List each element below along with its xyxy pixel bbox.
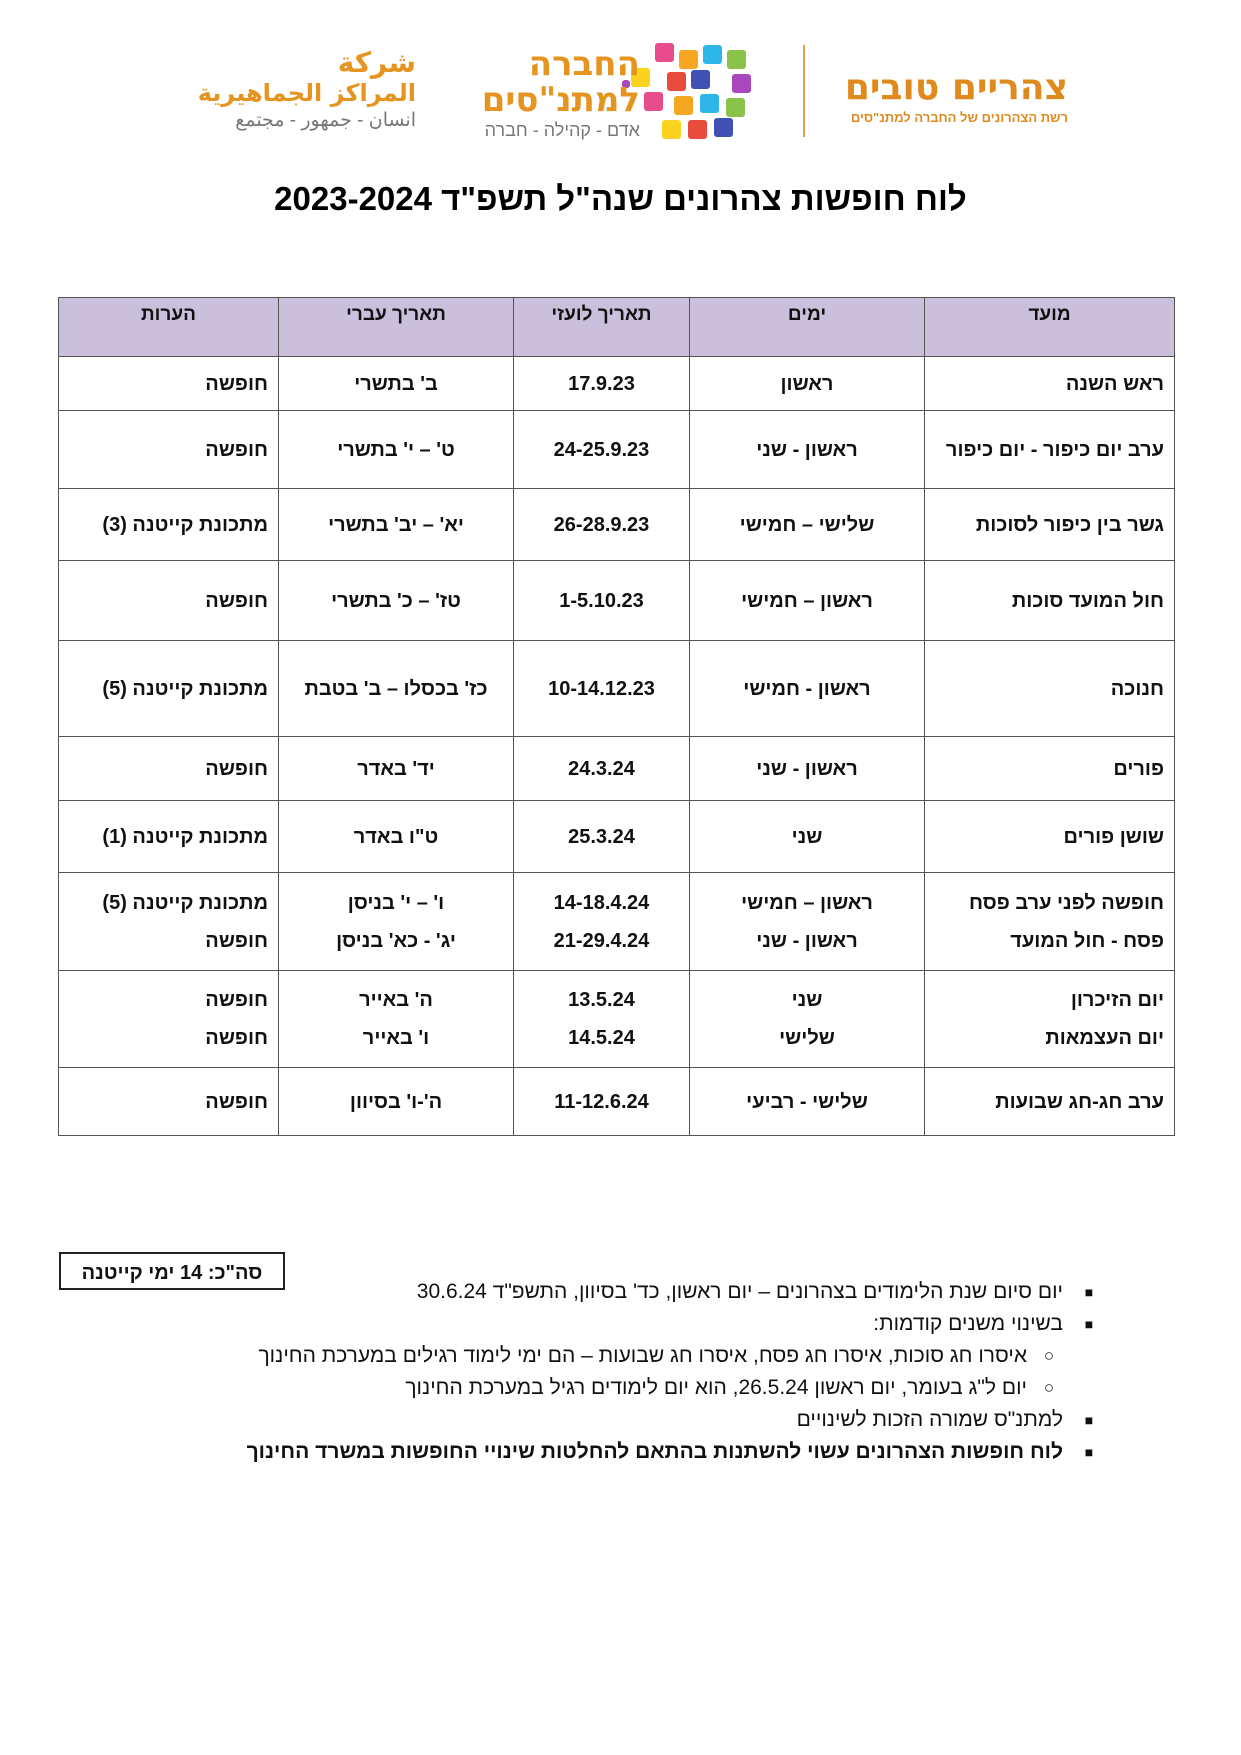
- cell-notes: [59, 1068, 279, 1136]
- vacation-table: [58, 297, 1175, 1136]
- mosaic-square: [703, 45, 722, 64]
- cell-line: מתכונת קייטנה (5): [102, 677, 268, 700]
- cell-greg: [514, 873, 690, 971]
- cell-moed: [925, 561, 1175, 641]
- note-item: [121, 1404, 1101, 1436]
- cell-moed: [925, 1068, 1175, 1136]
- cell-line: ראשון - שני: [756, 438, 858, 461]
- cell-days: [690, 801, 925, 873]
- cell-notes: [59, 737, 279, 801]
- matnasim-logo-tagline: אדם - קהילה - חברה: [484, 120, 640, 140]
- cell-line: ראשון – חמישי: [741, 589, 873, 612]
- cell-greg: [514, 489, 690, 561]
- square-bullet-icon: ■: [1084, 1412, 1094, 1428]
- cell-line: יום הזיכרון: [1070, 989, 1164, 1011]
- cell-line: ערב יום כיפור - יום כיפור: [945, 438, 1164, 461]
- cell-notes: [59, 357, 279, 411]
- tzaharaim-tovim-logo: [828, 68, 1068, 125]
- page-title: לוח חופשות צהרונים שנה"ל תשפ"ד 2023-2024: [274, 180, 967, 217]
- mosaic-square: [700, 94, 719, 113]
- mosaic-square: [655, 43, 674, 62]
- table-row: [59, 411, 1175, 489]
- mosaic-square: [691, 70, 710, 89]
- cell-line: גשר בין כיפור לסוכות: [975, 513, 1164, 536]
- table-row: [59, 737, 1175, 801]
- cell-notes: [59, 801, 279, 873]
- cell-line: פסח - חול המועד: [1010, 929, 1164, 952]
- cell-line: ראשון - חמישי: [743, 677, 871, 700]
- mosaic-square: [667, 72, 686, 91]
- cell-moed: [925, 357, 1175, 411]
- mosaic-square: [732, 74, 751, 93]
- note-text: יום ל"ג בעומר, יום ראשון 26.5.24, הוא יום לימודים רגיל במערכת החינוך: [405, 1376, 1027, 1399]
- cell-heb: [279, 737, 514, 801]
- header-moed: מועד: [925, 298, 1175, 357]
- cell-line: 14.5.24: [568, 1027, 635, 1049]
- note-item: [121, 1276, 1101, 1308]
- arabic-logo-line2: المراكز الجماهيرية: [197, 79, 416, 107]
- cell-greg: [514, 971, 690, 1068]
- cell-greg: [514, 641, 690, 737]
- cell-moed: [925, 411, 1175, 489]
- square-bullet-icon: ■: [1084, 1284, 1094, 1300]
- note-text: למתנ"ס שמורה הזכות לשינויים: [796, 1408, 1063, 1431]
- table-row: [59, 801, 1175, 873]
- cell-line: ה' באייר: [359, 989, 433, 1011]
- table-body: [59, 357, 1175, 1136]
- cell-greg: [514, 801, 690, 873]
- cell-line: טז' – כ' בתשרי: [331, 589, 461, 612]
- cell-heb: [279, 873, 514, 971]
- table-row: [59, 1068, 1175, 1136]
- cell-line: מתכונת קייטנה (1): [102, 825, 268, 848]
- cell-days: [690, 561, 925, 641]
- square-bullet-icon: ■: [1084, 1444, 1094, 1460]
- table-row: [59, 357, 1175, 411]
- cell-line: מתכונת קייטנה (5): [102, 891, 268, 914]
- matnasim-logo: [420, 46, 640, 141]
- cell-line: שני: [791, 989, 823, 1011]
- cell-line: 14-18.4.24: [553, 891, 650, 914]
- matnasim-logo-line2: למתנ"סים: [481, 80, 640, 120]
- arabic-logo: [196, 48, 416, 134]
- table-row: [59, 489, 1175, 561]
- cell-greg: [514, 1068, 690, 1136]
- cell-days: [690, 971, 925, 1068]
- note-text: לוח חופשות הצהרונים עשוי להשתנות בהתאם להחלטות שינויי החופשות במשרד החינוך: [246, 1440, 1063, 1463]
- note-text: איסרו חג סוכות, איסרו חג פסח, איסרו חג שבועות – הם ימי לימוד רגילים במערכת החינוך: [258, 1344, 1027, 1367]
- cell-line: חופשה: [205, 1027, 268, 1049]
- cell-heb: [279, 641, 514, 737]
- cell-notes: [59, 411, 279, 489]
- cell-greg: [514, 561, 690, 641]
- cell-greg: [514, 411, 690, 489]
- note-item: [121, 1340, 1101, 1372]
- cell-line: חנוכה: [1110, 677, 1164, 700]
- mosaic-square: [688, 120, 707, 139]
- cell-line: ראשון: [780, 372, 834, 395]
- cell-line: ט' – י' בתשרי: [337, 438, 455, 461]
- header-logos: [0, 40, 1241, 150]
- table-row: [59, 641, 1175, 737]
- cell-line: 11-12.6.24: [554, 1090, 649, 1113]
- mosaic-square: [726, 98, 745, 117]
- cell-heb: [279, 561, 514, 641]
- cell-line: חול המועד סוכות: [1011, 589, 1164, 612]
- cell-days: [690, 489, 925, 561]
- cell-heb: [279, 1068, 514, 1136]
- cell-line: 26-28.9.23: [553, 513, 650, 536]
- cell-line: 24-25.9.23: [553, 438, 650, 461]
- cell-line: שלישי - רביעי: [746, 1090, 868, 1113]
- cell-moed: [925, 737, 1175, 801]
- cell-line: 21-29.4.24: [553, 929, 650, 952]
- cell-line: חופשה לפני ערב פסח: [969, 891, 1164, 914]
- mosaic-square: [662, 120, 681, 139]
- cell-days: [690, 1068, 925, 1136]
- cell-line: חופשה: [205, 757, 268, 780]
- header-notes: הערות: [59, 298, 279, 357]
- table-row: [59, 873, 1175, 971]
- cell-moed: [925, 641, 1175, 737]
- note-item: [121, 1308, 1101, 1340]
- cell-notes: [59, 489, 279, 561]
- tzaharaim-logo-tagline: רשת הצהרונים של החברה למתנ"סים: [850, 110, 1068, 125]
- cell-line: 24.3.24: [568, 757, 635, 780]
- circle-bullet-icon: ○: [1043, 1346, 1055, 1365]
- cell-line: חופשה: [205, 372, 268, 395]
- cell-days: [690, 641, 925, 737]
- tzaharaim-logo-name: צהריים טובים: [844, 67, 1068, 108]
- cell-line: ערב חג-חג שבועות: [995, 1090, 1164, 1113]
- cell-line: ב' בתשרי: [354, 372, 438, 395]
- cell-days: [690, 873, 925, 971]
- header-days: ימים: [690, 298, 925, 357]
- cell-line: יא' – יב' בתשרי: [328, 513, 464, 536]
- cell-line: חופשה: [205, 589, 268, 612]
- note-text: יום סיום שנת הלימודים בצהרונים – יום ראשון, כד' בסיוון, התשפ"ד 30.6.24: [416, 1280, 1063, 1303]
- cell-line: חופשה: [205, 929, 268, 952]
- cell-line: יג' - כא' בניסן: [336, 929, 456, 952]
- cell-days: [690, 737, 925, 801]
- cell-moed: [925, 971, 1175, 1068]
- cell-greg: [514, 357, 690, 411]
- cell-line: 13.5.24: [568, 989, 635, 1011]
- cell-line: ה'-ו' בסיוון: [349, 1090, 443, 1113]
- summary-box: סה"כ: 14 ימי קייטנה: [59, 1252, 285, 1290]
- cell-line: ראשון - שני: [756, 757, 858, 780]
- cell-line: חופשה: [205, 989, 268, 1011]
- circle-bullet-icon: ○: [1043, 1378, 1055, 1397]
- note-item: [121, 1372, 1101, 1404]
- arabic-logo-line1: شركة: [337, 46, 416, 79]
- cell-line: שלישי: [779, 1027, 835, 1049]
- cell-line: שושן פורים: [1063, 825, 1164, 848]
- table-row: [59, 561, 1175, 641]
- cell-notes: [59, 873, 279, 971]
- cell-line: חופשה: [205, 1090, 268, 1113]
- mosaic-square: [679, 50, 698, 69]
- cell-heb: [279, 801, 514, 873]
- cell-line: שני: [791, 825, 823, 848]
- cell-notes: [59, 971, 279, 1068]
- mosaic-square: [674, 96, 693, 115]
- cell-notes: [59, 641, 279, 737]
- header-greg-date: תאריך לועזי: [514, 298, 690, 357]
- cell-line: יום העצמאות: [1045, 1027, 1164, 1049]
- mosaic-logo-icon: [622, 40, 772, 140]
- cell-line: ו' באייר: [362, 1027, 430, 1049]
- cell-line: ו' – י' בניסן: [347, 891, 445, 914]
- cell-heb: [279, 971, 514, 1068]
- notes-list: [121, 1276, 1101, 1468]
- cell-heb: [279, 411, 514, 489]
- table-row: [59, 971, 1175, 1068]
- note-text: בשינוי משנים קודמות:: [873, 1312, 1063, 1335]
- cell-line: פורים: [1113, 757, 1164, 780]
- cell-moed: [925, 489, 1175, 561]
- cell-line: ראש השנה: [1065, 372, 1164, 395]
- mosaic-square: [644, 92, 663, 111]
- cell-days: [690, 411, 925, 489]
- header-heb-date: תאריך עברי: [279, 298, 514, 357]
- cell-heb: [279, 489, 514, 561]
- cell-line: שלישי – חמישי: [739, 513, 875, 536]
- cell-line: 1-5.10.23: [559, 589, 644, 612]
- mosaic-square: [727, 50, 746, 69]
- cell-line: חופשה: [205, 438, 268, 461]
- cell-line: כז' בכסלו – ב' בטבת: [304, 677, 488, 700]
- logo-divider: [803, 45, 805, 137]
- matnasim-logo-line1: החברה: [528, 44, 640, 84]
- cell-moed: [925, 873, 1175, 971]
- cell-line: ראשון – חמישי: [741, 891, 873, 914]
- square-bullet-icon: ■: [1084, 1316, 1094, 1332]
- cell-line: ט"ו באדר: [353, 825, 439, 848]
- cell-line: מתכונת קייטנה (3): [102, 513, 268, 536]
- mosaic-square: [714, 118, 733, 137]
- arabic-logo-tagline: انسان - جمهور - مجتمع: [235, 110, 416, 131]
- cell-notes: [59, 561, 279, 641]
- cell-line: ראשון - שני: [756, 929, 858, 952]
- cell-moed: [925, 801, 1175, 873]
- cell-line: יד' באדר: [357, 757, 435, 780]
- cell-line: 17.9.23: [568, 372, 635, 395]
- cell-greg: [514, 737, 690, 801]
- cell-days: [690, 357, 925, 411]
- note-item: [121, 1436, 1101, 1468]
- cell-line: 25.3.24: [568, 825, 635, 848]
- table-header-row: [59, 298, 1175, 357]
- cell-heb: [279, 357, 514, 411]
- cell-line: 10-14.12.23: [548, 677, 655, 700]
